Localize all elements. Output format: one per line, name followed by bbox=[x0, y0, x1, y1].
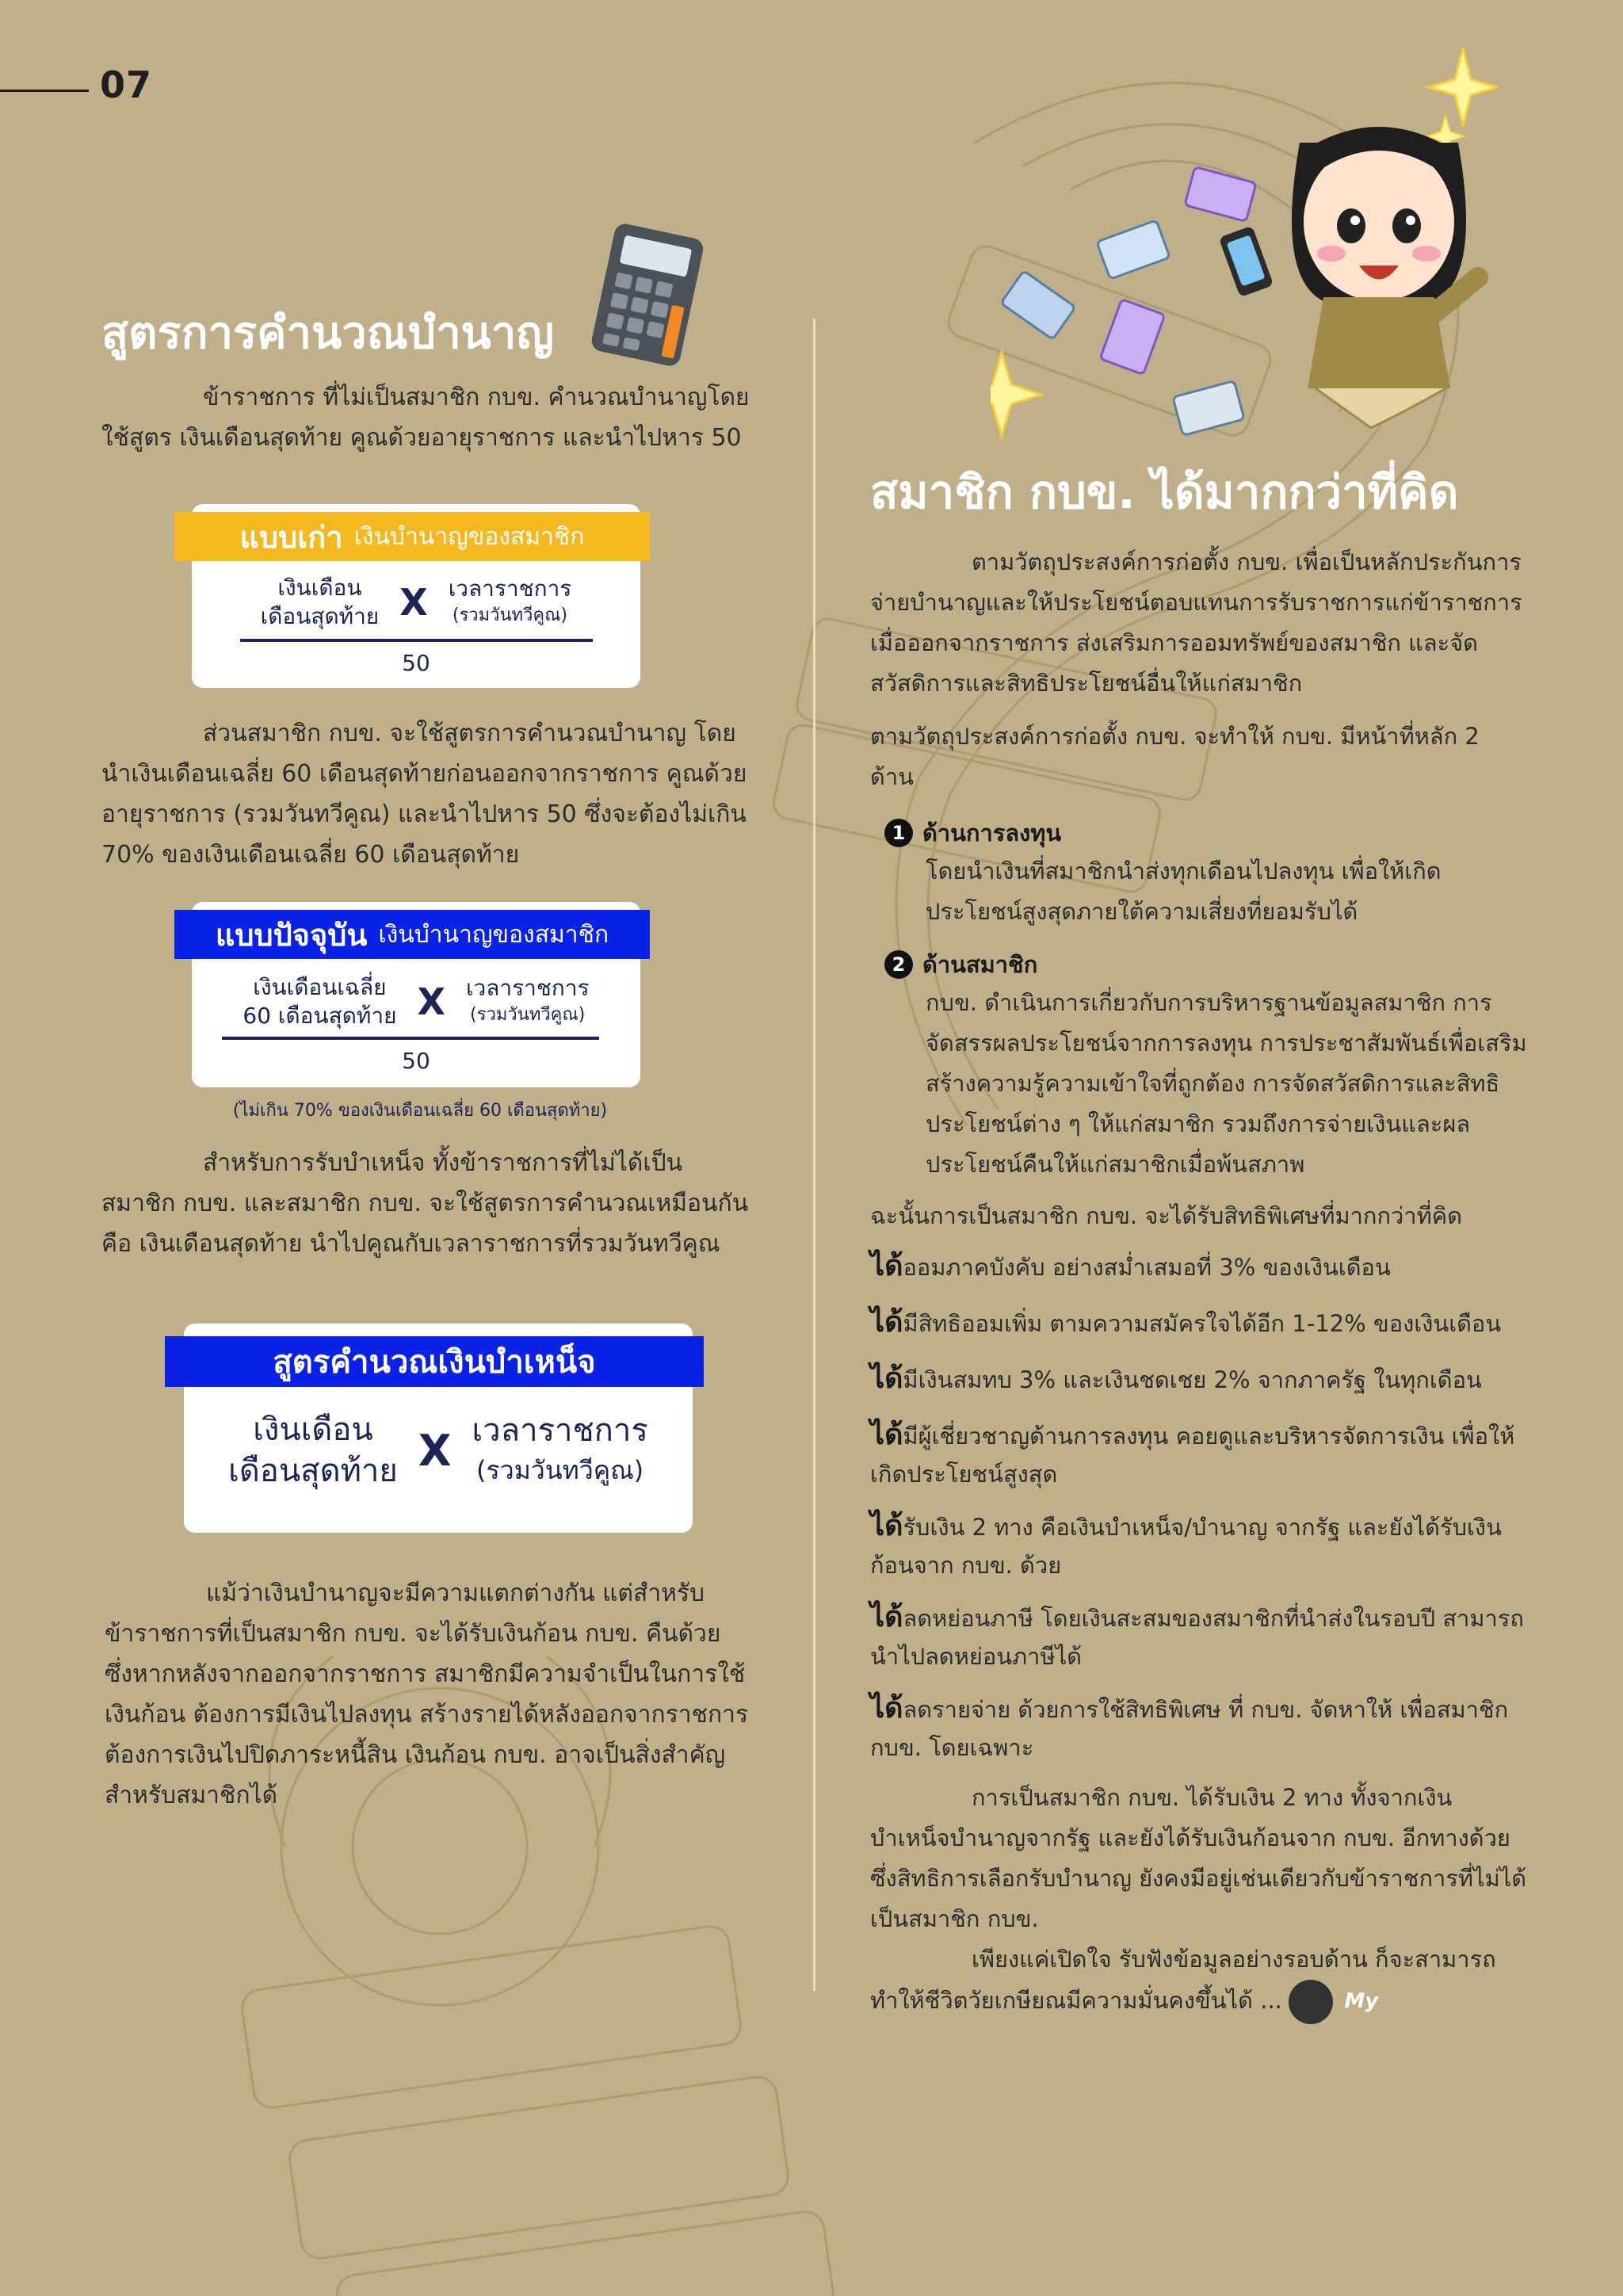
new-formula-right-line1: เวลาราชการ bbox=[465, 975, 590, 1001]
column-divider bbox=[813, 319, 815, 1991]
duty-body: กบข. ดำเนินการเกี่ยวกับการบริหารฐานข้อมูลสมาชิก การจัดสรรผลประโยชน์จากการลงทุน การประชาสัมพันธ์เพื่อเสริมสร้างความรู้ความเข้าใจที่ถูกต้อง การจัดสวัสดิการและสิทธิประโยชน์ต่าง ๆ ให้แก่สมาชิก รวมถึงการจ่ายเงินและผลประโยชน์คืนให้แก่สมาชิกเมื่อพ้นสภาพ bbox=[926, 988, 1527, 1178]
new-formula-denominator: 50 bbox=[402, 1048, 430, 1074]
old-formula-right bbox=[449, 575, 572, 629]
benefit-lead: ได้ bbox=[870, 1691, 903, 1725]
page-number: 07 bbox=[100, 63, 153, 106]
new-formula-note: (ไม่เกิน 70% ของเงินเดือนเฉลี่ย 60 เดือนสุดท้าย) bbox=[232, 1101, 608, 1121]
mascot-illustration bbox=[991, 40, 1498, 452]
new-formula-multiply-sign: X bbox=[417, 980, 445, 1023]
final-text: เพียงแค่เปิดใจ รับฟังข้อมูลอย่างรอบด้าน ก็จะสามารถทำให้ชีวิตวัยเกษียณมีความมั่นคงขึ้นได้ ... bbox=[870, 1945, 1496, 2014]
old-formula-label: แบบเก่า bbox=[239, 519, 343, 555]
summary-paragraph: การเป็นสมาชิก กบข. ได้รับเงิน 2 ทาง ทั้งจากเงินบำเหน็จบำนาญจากรัฐ และยังได้รับเงินก้อนจาก กบข. อีกทางด้วย ซึ่งสิทธิการเลือกรับบำนาญ ยังคงมีอยู่เช่นเดียวกับข้าราชการที่ไม่ได้เป็นสมาชิก กบข. bbox=[870, 1783, 1527, 1932]
objective-paragraph: ตามวัตถุประสงค์การก่อตั้ง กบข. เพื่อเป็นหลักประกันการจ่ายบำนาญและให้ประโยชน์ตอบแทนการรับราชการแก่ข้าราชการเมื่อออกจากราชการ ส่งเสริมการออมทรัพย์ของสมาชิก และจัดสวัสดิการและสิทธิประโยชน์อื่นให้แก่สมาชิก bbox=[870, 548, 1522, 697]
benefit-item bbox=[870, 1360, 1529, 1399]
old-formula-right-line2: (รวมวันทวีคูณ) bbox=[452, 606, 568, 625]
benefit-lead: ได้ bbox=[870, 1509, 903, 1542]
benefit-lead: ได้ bbox=[870, 1418, 903, 1451]
gratuity-formula-label: สูตรคำนวณเงินบำเหน็จ bbox=[273, 1344, 596, 1381]
duty-item bbox=[870, 815, 1529, 932]
benefit-item bbox=[870, 1599, 1529, 1675]
gratuity-formula-row bbox=[184, 1403, 693, 1498]
mascot-character bbox=[1219, 127, 1478, 428]
closing-paragraph: แม้ว่าเงินบำนาญจะมีความแตกต่างกัน แต่สำหรับข้าราชการที่เป็นสมาชิก กบข. จะได้รับเงินก้อน กบข. คืนด้วย ซึ่งหากหลังจากออกจากราชการ สมาชิกมีความจำเป็นในการใช้เงินก้อน ต้องการมีเงินไปลงทุน สร้างรายได้หลังออกจากราชการ ต้องการเงินไปปิดภาระหนี้สิน เงินก้อน กบข. อาจเป็นสิ่งสำคัญสำหรับสมาชิกได้ bbox=[105, 1580, 749, 1809]
old-formula-left-line2: เดือนสุดท้าย bbox=[260, 603, 380, 629]
benefit-lead: ได้ bbox=[870, 1362, 903, 1395]
new-formula-left-line1: เงินเดือนเฉลี่ย bbox=[253, 974, 387, 1000]
old-formula-banner bbox=[174, 512, 650, 561]
duty-title: ด้านสมาชิก bbox=[922, 950, 1038, 978]
old-formula-numerator bbox=[192, 571, 640, 634]
my-logo-icon: My bbox=[1289, 1980, 1333, 2024]
benefit-lead: ได้ bbox=[870, 1305, 903, 1339]
old-formula-left-line1: เงินเดือน bbox=[277, 575, 362, 601]
benefit-item bbox=[870, 1304, 1529, 1343]
benefit-text: มีเงินสมทบ 3% และเงินชดเชย 2% จากภาครัฐ ในทุกเดือน bbox=[903, 1366, 1482, 1393]
benefit-text: มีผู้เชี่ยวชาญด้านการลงทุน คอยดูและบริหารจัดการเงิน เพื่อให้เกิดประโยชน์สูงสุด bbox=[870, 1422, 1515, 1488]
old-formula-sublabel: เงินบำนาญของสมาชิก bbox=[353, 522, 585, 551]
old-formula-left bbox=[261, 574, 380, 631]
gratuity-paragraph: สำหรับการรับบำเหน็จ ทั้งข้าราชการที่ไม่ได้เป็นสมาชิก กบข. และสมาชิก กบข. จะใช้สูตรการคำนวณเหมือนกัน คือ เงินเดือนสุดท้าย นำไปคูณกับเวลาราชการที่รวมวันทวีคูณ bbox=[101, 1149, 749, 1258]
old-formula-fraction-bar bbox=[240, 639, 593, 642]
final-paragraph bbox=[870, 1939, 1529, 2024]
duty-number-badge: 1 bbox=[884, 819, 913, 847]
duties-intro: ตามวัตถุประสงค์การก่อตั้ง กบข. จะทำให้ กบข. มีหน้าที่หลัก 2 ด้าน bbox=[870, 722, 1480, 790]
gratuity-formula-multiply-sign: X bbox=[418, 1425, 452, 1476]
old-formula-multiply-sign: X bbox=[399, 581, 428, 624]
duty-heading bbox=[870, 946, 1529, 983]
gratuity-formula-left bbox=[228, 1409, 398, 1492]
benefit-lead: ได้ bbox=[870, 1600, 903, 1633]
benefit-text: มีสิทธิออมเพิ่ม ตามความสมัครใจได้อีก 1-12% ของเงินเดือน bbox=[903, 1309, 1502, 1337]
duty-number-badge: 2 bbox=[884, 950, 913, 979]
new-formula-right-line2: (รวมวันทวีคูณ) bbox=[470, 1005, 586, 1025]
new-formula-left-line2: 60 เดือนสุดท้าย bbox=[242, 1003, 397, 1029]
gratuity-formula-left-line1: เงินเดือน bbox=[253, 1412, 373, 1448]
left-intro-paragraph: ข้าราชการ ที่ไม่เป็นสมาชิก กบข. คำนวณบำนาญโดยใช้สูตร เงินเดือนสุดท้าย คูณด้วยอายุราชการ และนำไปหาร 50 bbox=[101, 383, 750, 452]
new-formula-numerator bbox=[192, 970, 640, 1033]
benefits-intro: ฉะนั้นการเป็นสมาชิก กบข. จะได้รับสิทธิพิเศษที่มากกว่าที่คิด bbox=[870, 1201, 1462, 1229]
benefit-text: รับเงิน 2 ทาง คือเงินบำเหน็จ/บำนาญ จากรัฐ และยังได้รับเงินก้อนจาก กบข. ด้วย bbox=[870, 1513, 1502, 1579]
new-formula-sublabel: เงินบำนาญของสมาชิก bbox=[378, 920, 609, 949]
benefit-item bbox=[870, 1416, 1529, 1493]
new-formula-fraction-bar bbox=[222, 1037, 599, 1040]
duty-title: ด้านการลงทุน bbox=[922, 819, 1062, 846]
new-formula-banner bbox=[174, 910, 650, 959]
benefit-item bbox=[870, 1507, 1529, 1584]
benefit-lead: ได้ bbox=[870, 1249, 903, 1282]
left-title: สูตรการคำนวณบำนาญ bbox=[101, 308, 555, 359]
benefit-text: ออมภาคบังคับ อย่างสม่ำเสมอที่ 3% ของเงินเดือน bbox=[903, 1253, 1391, 1281]
right-title: สมาชิก กบข. ได้มากกว่าที่คิด bbox=[870, 465, 1459, 519]
page-number-rule bbox=[0, 90, 89, 92]
old-formula-denominator: 50 bbox=[402, 650, 430, 676]
gratuity-formula-right-line1: เวลาราชการ bbox=[472, 1412, 648, 1449]
duty-item bbox=[870, 946, 1529, 1185]
benefit-item bbox=[870, 1247, 1529, 1286]
member-paragraph: ส่วนสมาชิก กบข. จะใช้สูตรการคำนวณบำนาญ โดยนำเงินเดือนเฉลี่ย 60 เดือนสุดท้ายก่อนออกจากราชการ คูณด้วยอายุราชการ (รวมวันทวีคูณ) และนำไปหาร 50 ซึ่งจะต้องไม่เกิน 70% ของเงินเดือนเฉลี่ย 60 เดือนสุดท้าย bbox=[101, 720, 747, 869]
old-formula-right-line1: เวลาราชการ bbox=[448, 575, 572, 602]
gratuity-formula-right bbox=[472, 1411, 647, 1490]
left-column bbox=[101, 222, 751, 458]
gratuity-formula-right-line2: (รวมวันทวีคูณ) bbox=[476, 1455, 644, 1485]
duty-body: โดยนำเงินที่สมาชิกนำส่งทุกเดือนไปลงทุน เพื่อให้เกิดประโยชน์สูงสุดภายใต้ความเสี่ยงที่ยอมรับได้ bbox=[926, 857, 1442, 925]
new-formula-left bbox=[242, 973, 396, 1030]
new-formula-label: แบบปัจจุบัน bbox=[215, 917, 368, 953]
right-column bbox=[870, 465, 1529, 2024]
gratuity-formula-banner bbox=[165, 1336, 704, 1387]
benefit-item bbox=[870, 1690, 1529, 1767]
benefit-text: ลดหย่อนภาษี โดยเงินสะสมของสมาชิกที่นำส่งในรอบปี สามารถนำไปลดหย่อนภาษีได้ bbox=[870, 1604, 1524, 1670]
new-formula-right bbox=[466, 975, 590, 1029]
duty-heading bbox=[870, 815, 1529, 851]
gratuity-formula-left-line2: เดือนสุดท้าย bbox=[228, 1453, 398, 1489]
benefit-text: ลดรายจ่าย ด้วยการใช้สิทธิพิเศษ ที่ กบข. จัดหาให้ เพื่อสมาชิก กบข. โดยเฉพาะ bbox=[870, 1695, 1509, 1761]
